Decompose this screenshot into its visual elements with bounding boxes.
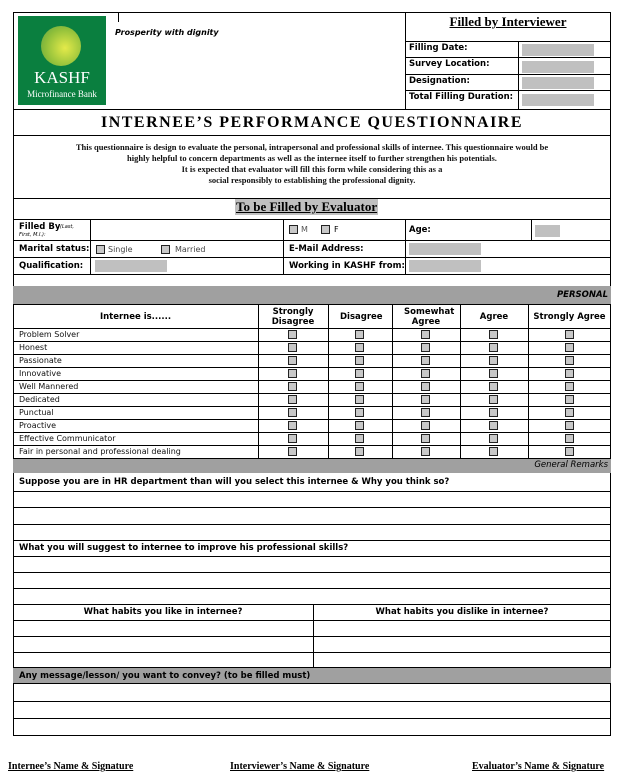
trait-label: Effective Communicator <box>19 434 116 443</box>
rating-checkbox[interactable] <box>421 395 430 404</box>
row-divider <box>13 341 611 342</box>
personal-section-label: PERSONAL <box>556 290 608 300</box>
tagline: Prosperity with dignity <box>115 28 219 37</box>
rating-checkbox[interactable] <box>288 343 297 352</box>
working-from-label: Working in KASHF from: <box>289 261 405 271</box>
rating-checkbox[interactable] <box>565 343 574 352</box>
evaluator-title: To be Filled by Evaluator <box>236 199 378 214</box>
designation-label: Designation: <box>409 76 470 86</box>
rating-checkbox[interactable] <box>421 434 430 443</box>
rating-column-header: Strongly Disagree <box>271 307 315 327</box>
answer-line[interactable] <box>13 604 611 605</box>
question-suggestions: What you will suggest to internee to improve his professional skills? <box>19 543 349 553</box>
email-label: E-Mail Address: <box>289 244 364 254</box>
trait-label: Fair in personal and professional dealing <box>19 447 181 456</box>
married-label: Married <box>175 245 206 254</box>
answer-line[interactable] <box>13 524 611 525</box>
answer-line[interactable] <box>13 701 611 702</box>
rating-checkbox[interactable] <box>421 447 430 456</box>
survey-location-label: Survey Location: <box>409 59 490 69</box>
rating-checkbox[interactable] <box>489 343 498 352</box>
kashf-logo <box>18 16 106 105</box>
email-field[interactable] <box>409 243 481 255</box>
rating-checkbox[interactable] <box>489 382 498 391</box>
trait-label: Dedicated <box>19 395 60 404</box>
qualification-field[interactable] <box>95 260 167 272</box>
trait-label: Punctual <box>19 408 54 417</box>
rating-checkbox[interactable] <box>565 434 574 443</box>
question-habits-like: What habits you like in internee? <box>83 607 243 617</box>
question-hr-selection: Suppose you are in HR department than will you select this internee & Why you think so? <box>19 477 450 487</box>
row-divider <box>13 406 611 407</box>
rating-checkbox[interactable] <box>288 408 297 417</box>
rating-checkbox[interactable] <box>421 421 430 430</box>
rating-checkbox[interactable] <box>489 421 498 430</box>
rating-checkbox[interactable] <box>355 421 364 430</box>
answer-line[interactable] <box>13 620 611 621</box>
filled-by-input[interactable] <box>91 220 282 239</box>
designation-field[interactable] <box>522 77 594 89</box>
filling-date-label: Filling Date: <box>409 43 468 53</box>
trait-label: Well Mannered <box>19 382 79 391</box>
rating-checkbox[interactable] <box>355 434 364 443</box>
row-divider <box>13 380 611 381</box>
internee-is-header: Internee is...... <box>99 312 172 322</box>
rating-checkbox[interactable] <box>489 356 498 365</box>
rating-checkbox[interactable] <box>565 382 574 391</box>
answer-line[interactable] <box>13 572 611 573</box>
age-label: Age: <box>409 225 431 235</box>
rating-checkbox[interactable] <box>288 434 297 443</box>
rating-checkbox[interactable] <box>355 382 364 391</box>
rating-checkbox[interactable] <box>288 369 297 378</box>
row-divider <box>13 419 611 420</box>
rating-checkbox[interactable] <box>355 369 364 378</box>
evaluator-signature: Evaluator’s Name & Signature <box>472 761 605 772</box>
rating-checkbox[interactable] <box>288 421 297 430</box>
row-divider <box>13 393 611 394</box>
rating-checkbox[interactable] <box>489 369 498 378</box>
row-divider <box>13 328 611 329</box>
rating-checkbox[interactable] <box>421 369 430 378</box>
rating-checkbox[interactable] <box>565 395 574 404</box>
rating-checkbox[interactable] <box>288 356 297 365</box>
rating-checkbox[interactable] <box>355 395 364 404</box>
answer-line[interactable] <box>13 540 611 541</box>
single-label: Single <box>108 245 133 254</box>
rating-checkbox[interactable] <box>565 408 574 417</box>
rating-checkbox[interactable] <box>355 356 364 365</box>
rating-checkbox[interactable] <box>421 330 430 339</box>
rating-checkbox[interactable] <box>421 382 430 391</box>
rating-checkbox[interactable] <box>288 447 297 456</box>
interviewer-title: Filled by Interviewer <box>449 14 567 29</box>
female-checkbox[interactable] <box>321 225 330 234</box>
filled-by-label: Filled By <box>19 222 61 232</box>
description-line: social responsibly to establishing the professional dignity. <box>208 175 416 185</box>
answer-line[interactable] <box>13 556 611 557</box>
rating-checkbox[interactable] <box>421 343 430 352</box>
working-from-field[interactable] <box>409 260 481 272</box>
rating-column-header: Disagree <box>340 312 383 322</box>
rating-checkbox[interactable] <box>565 369 574 378</box>
male-checkbox[interactable] <box>289 225 298 234</box>
answer-line[interactable] <box>13 491 611 492</box>
description <box>13 142 611 186</box>
duration-field[interactable] <box>522 94 594 106</box>
question-habits-dislike: What habits you dislike in internee? <box>375 607 549 617</box>
internee-signature: Internee’s Name & Signature <box>8 761 134 772</box>
rating-checkbox[interactable] <box>489 434 498 443</box>
female-label: F <box>334 225 339 234</box>
answer-line[interactable] <box>13 652 611 653</box>
rating-checkbox[interactable] <box>288 330 297 339</box>
remarks-section-label: General Remarks <box>534 460 608 470</box>
rating-checkbox[interactable] <box>565 330 574 339</box>
remarks-section-bar <box>13 458 611 473</box>
rating-checkbox[interactable] <box>565 421 574 430</box>
filled-by-hint: First, M.I.): <box>19 232 46 238</box>
trait-label: Passionate <box>19 356 62 365</box>
rating-checkbox[interactable] <box>288 395 297 404</box>
question-message: Any message/lesson/ you want to convey? (to be filled must) <box>19 671 311 681</box>
page-title: INTERNEE’S PERFORMANCE QUESTIONNAIRE <box>100 114 524 131</box>
description-line: It is expected that evaluator will fill this form while considering this as a <box>181 164 443 174</box>
interviewer-signature: Interviewer’s Name & Signature <box>230 761 370 772</box>
rating-checkbox[interactable] <box>565 447 574 456</box>
row-divider <box>13 354 611 355</box>
rating-column-header: Strongly Agree <box>533 312 606 322</box>
row-divider <box>13 432 611 433</box>
rating-checkbox[interactable] <box>288 382 297 391</box>
rating-checkbox[interactable] <box>421 356 430 365</box>
rating-checkbox[interactable] <box>355 330 364 339</box>
survey-location-field[interactable] <box>522 61 594 73</box>
trait-label: Proactive <box>19 421 57 430</box>
qualification-label: Qualification: <box>19 261 84 271</box>
rating-checkbox[interactable] <box>565 356 574 365</box>
male-label: M <box>301 225 308 234</box>
rating-column-header: Somewhat Agree <box>404 307 455 327</box>
single-checkbox[interactable] <box>96 245 105 254</box>
answer-line[interactable] <box>13 636 611 637</box>
logo-subtitle: Microfinance Bank <box>27 89 97 99</box>
duration-label: Total Filling Duration: <box>409 92 514 102</box>
trait-label: Honest <box>19 343 48 352</box>
logo-brand: KASHF <box>34 68 90 87</box>
rating-checkbox[interactable] <box>421 408 430 417</box>
rating-checkbox[interactable] <box>489 447 498 456</box>
description-line: highly helpful to concern departments as well as the internee itself to further strengthen his potentials. <box>127 153 497 163</box>
married-checkbox[interactable] <box>161 245 170 254</box>
marital-status-label: Marital status: <box>19 244 90 254</box>
rating-checkbox[interactable] <box>489 395 498 404</box>
personal-section-bar <box>13 286 611 304</box>
rating-checkbox[interactable] <box>355 343 364 352</box>
rating-checkbox[interactable] <box>489 408 498 417</box>
row-divider <box>13 445 611 446</box>
answer-line[interactable] <box>13 718 611 719</box>
row-divider <box>13 367 611 368</box>
filling-date-field[interactable] <box>522 44 594 56</box>
answer-line[interactable] <box>13 588 611 589</box>
filled-by-hint: (Last, <box>60 224 74 230</box>
trait-label: Innovative <box>19 369 62 378</box>
rating-column-header: Agree <box>479 312 509 322</box>
answer-line[interactable] <box>13 507 611 508</box>
trait-label: Problem Solver <box>19 330 80 339</box>
rating-checkbox[interactable] <box>355 447 364 456</box>
age-field[interactable] <box>535 225 560 237</box>
rating-checkbox[interactable] <box>489 330 498 339</box>
rating-checkbox[interactable] <box>355 408 364 417</box>
description-line: This questionnaire is design to evaluate the personal, intrapersonal and professional skills of internee. This questionnaire would be <box>75 142 549 152</box>
